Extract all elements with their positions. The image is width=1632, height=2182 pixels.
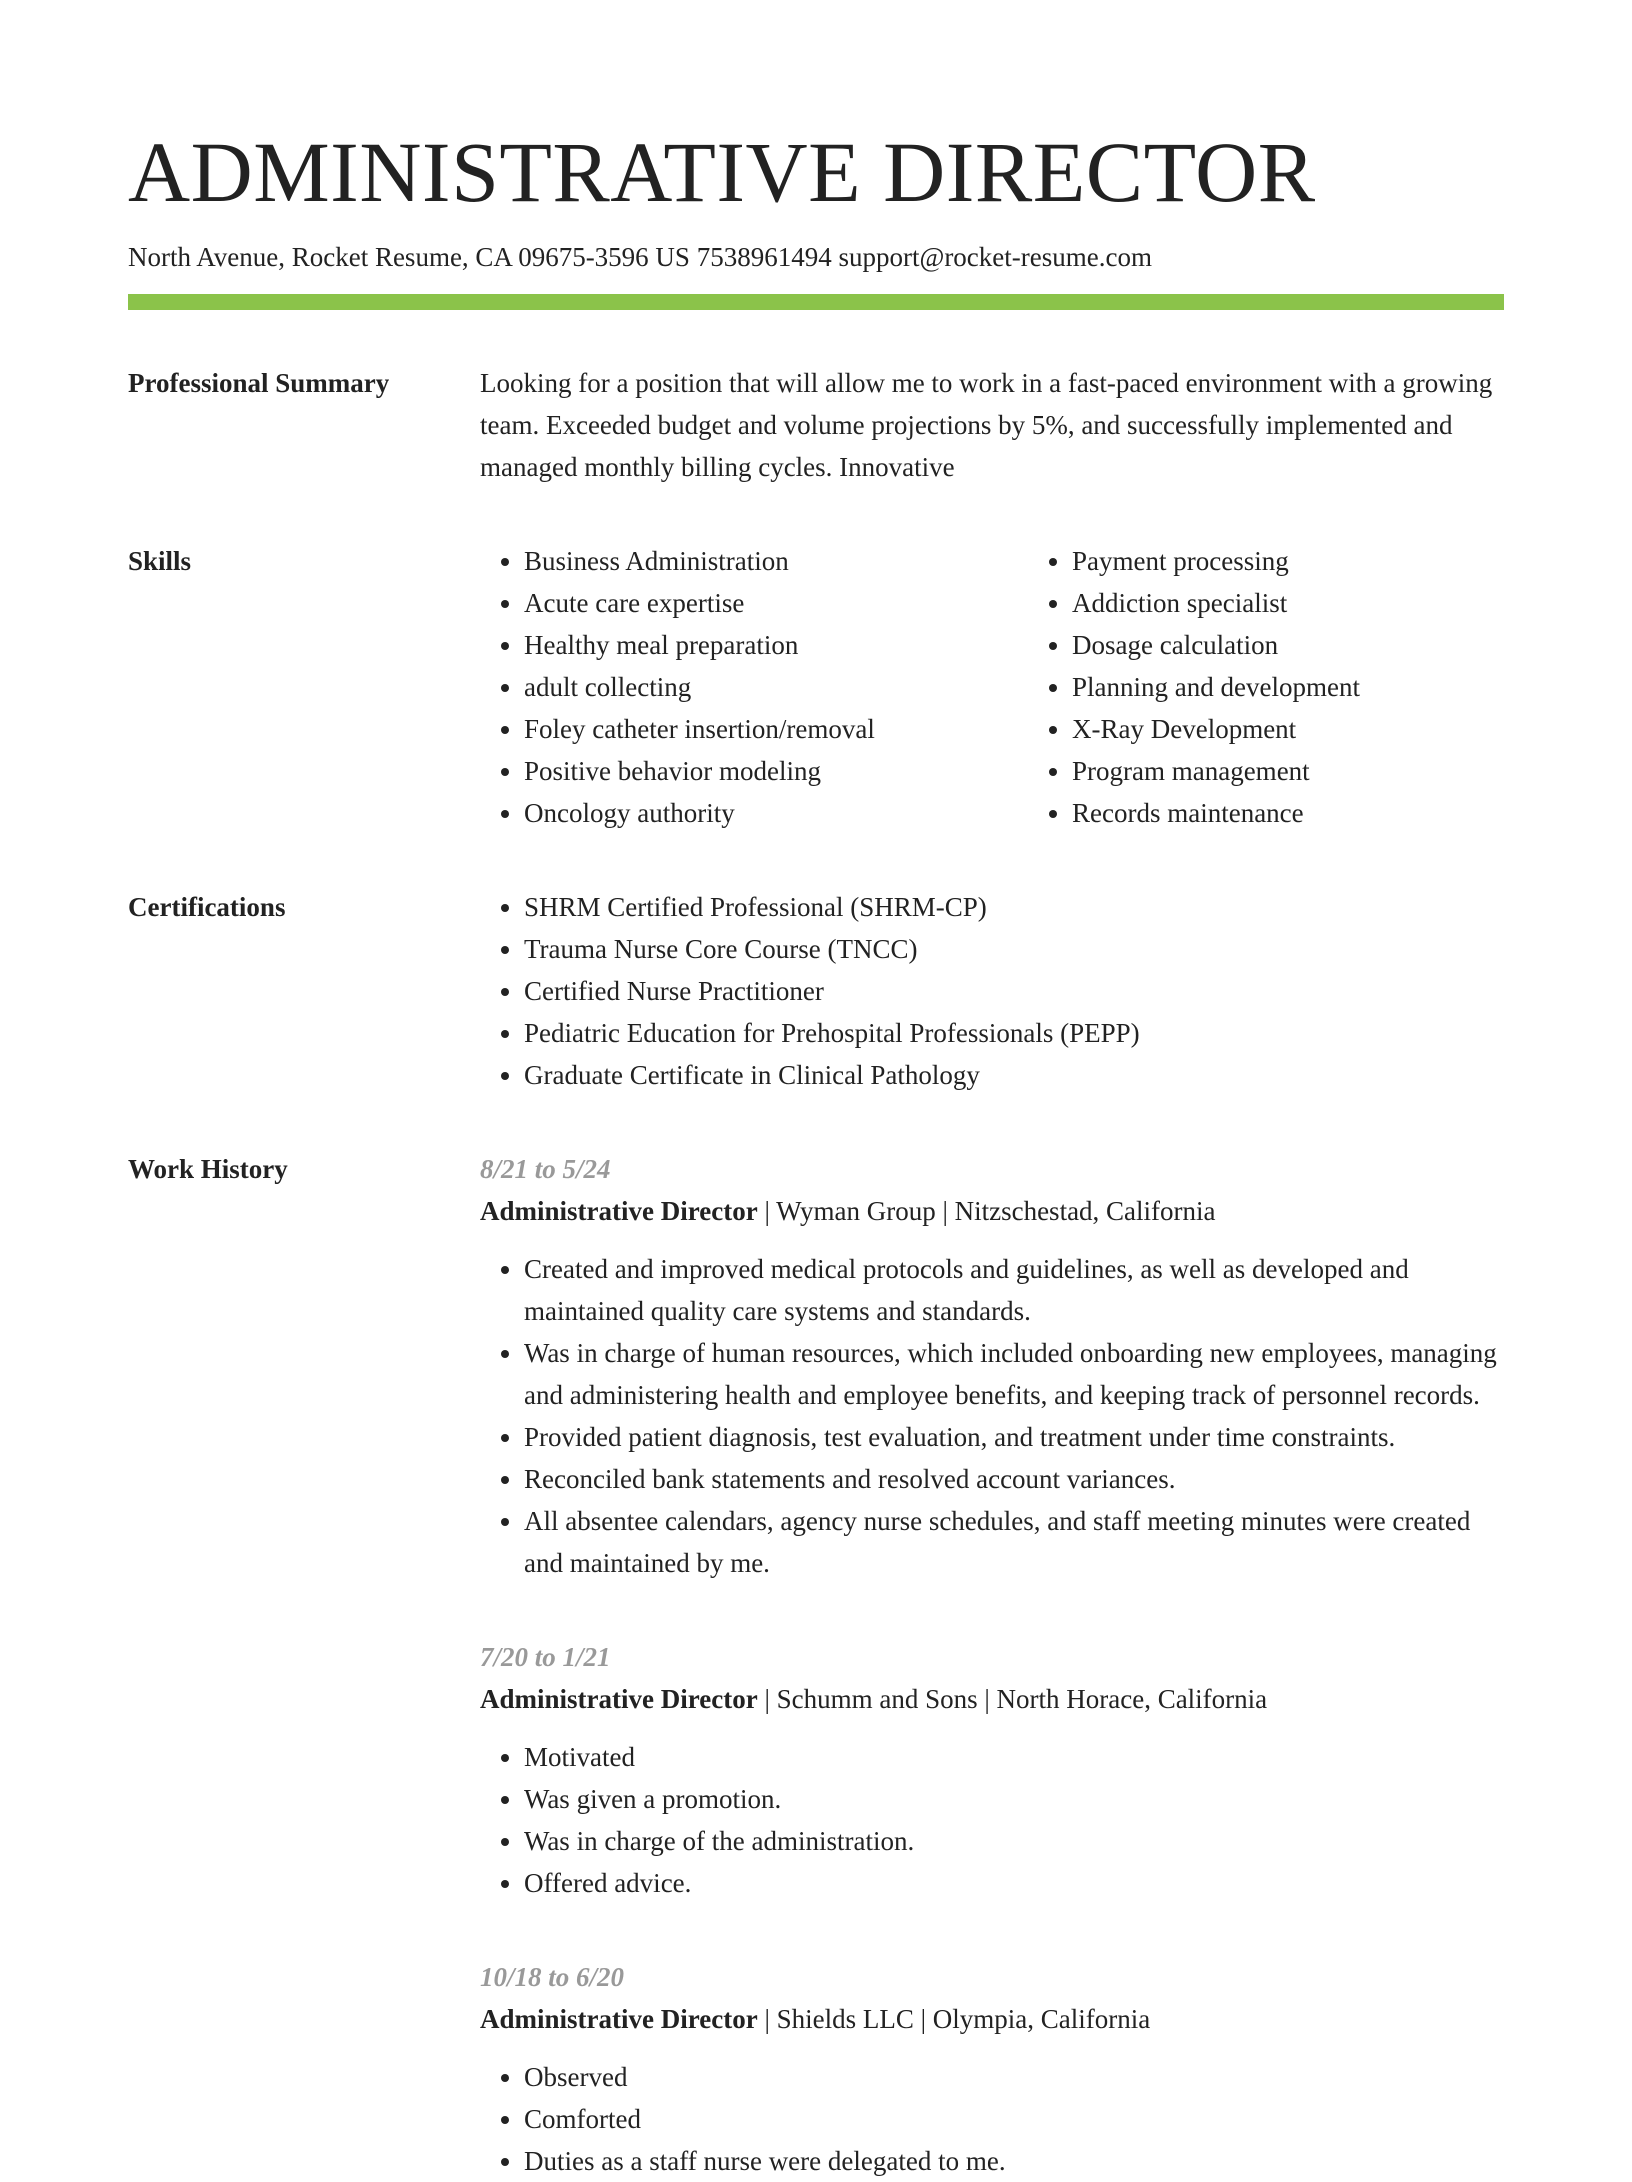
skill-item: • X-Ray Development <box>1072 708 1576 750</box>
certification-item: • SHRM Certified Professional (SHRM-CP) <box>524 886 1504 928</box>
summary-section <box>128 362 1504 488</box>
certifications-list <box>480 886 1504 1096</box>
certification-item: • Pediatric Education for Prehospital Professionals (PEPP) <box>524 1012 1504 1054</box>
skill-item: • Oncology authority <box>524 792 1028 834</box>
job-heading <box>480 1998 1504 2040</box>
job-entry <box>480 1636 1504 1904</box>
job-dates: 7/20 to 1/21 <box>480 1642 611 1672</box>
section-title-work-history: Work History <box>128 1154 288 1184</box>
job-title: Administrative Director <box>480 2004 758 2034</box>
section-title-skills: Skills <box>128 546 192 576</box>
skill-item: • Foley catheter insertion/removal <box>524 708 1028 750</box>
certification-item: • Graduate Certificate in Clinical Pathology <box>524 1054 1504 1096</box>
skill-item: • Positive behavior modeling <box>524 750 1028 792</box>
job-bullets <box>480 1248 1504 1584</box>
accent-divider <box>128 294 1504 310</box>
skill-item: • Planning and development <box>1072 666 1576 708</box>
job-heading <box>480 1678 1504 1720</box>
certification-item: • Trauma Nurse Core Course (TNCC) <box>524 928 1504 970</box>
resume-page <box>128 0 1504 2182</box>
job-bullet: • Was given a promotion. <box>524 1778 1504 1820</box>
certifications-section <box>128 886 1504 1096</box>
job-bullet: • Reconciled bank statements and resolved account variances. <box>524 1458 1504 1500</box>
job-title: Administrative Director <box>480 1684 758 1714</box>
skill-item: • Addiction specialist <box>1072 582 1576 624</box>
job-bullet: • Comforted <box>524 2098 1504 2140</box>
job-bullet: • Created and improved medical protocols and guidelines, as well as developed and maintained quality care systems and standards. <box>524 1248 1504 1332</box>
skill-item: • Business Administration <box>524 540 1028 582</box>
job-details: | Wyman Group | Nitzschestad, California <box>757 1196 1216 1226</box>
job-details: | Schumm and Sons | North Horace, California <box>757 1684 1268 1714</box>
certification-item: • Certified Nurse Practitioner <box>524 970 1504 1012</box>
job-bullet: • Provided patient diagnosis, test evaluation, and treatment under time constraints. <box>524 1416 1504 1458</box>
section-title-summary: Professional Summary <box>128 368 390 398</box>
section-title-certifications: Certifications <box>128 892 286 922</box>
job-bullet: • Duties as a staff nurse were delegated to me. <box>524 2140 1504 2182</box>
skills-section <box>128 540 1504 834</box>
job-bullets <box>480 2056 1504 2182</box>
job-title: Administrative Director <box>480 1196 758 1226</box>
job-bullet: • Offered advice. <box>524 1862 1504 1904</box>
skills-list-right <box>1028 540 1576 834</box>
job-bullet: • Was in charge of human resources, which included onboarding new employees, managing and administering health and employee benefits, and keeping track of personnel records. <box>524 1332 1504 1416</box>
job-bullets <box>480 1736 1504 1904</box>
job-dates: 10/18 to 6/20 <box>480 1962 625 1992</box>
work-history-section <box>128 1148 1504 2182</box>
job-entry <box>480 1956 1504 2182</box>
skill-item: • Healthy meal preparation <box>524 624 1028 666</box>
skill-item: • adult collecting <box>524 666 1028 708</box>
job-bullet: • Observed <box>524 2056 1504 2098</box>
job-heading <box>480 1190 1504 1232</box>
job-bullet: • Motivated <box>524 1736 1504 1778</box>
resume-name: ADMINISTRATIVE DIRECTOR <box>128 124 1316 220</box>
skill-item: • Dosage calculation <box>1072 624 1576 666</box>
job-dates: 8/21 to 5/24 <box>480 1154 611 1184</box>
skill-item: • Records maintenance <box>1072 792 1576 834</box>
contact-line: North Avenue, Rocket Resume, CA 09675-3596 US 7538961494 support@rocket-resume.com <box>128 242 1152 272</box>
job-entry <box>480 1148 1504 1584</box>
summary-text: Looking for a position that will allow me to work in a fast-paced environment with a growing team. Exceeded budget and volume projections by 5%, and successfully implemented and managed monthly billing cycles. Innovative <box>480 368 1493 482</box>
job-bullet: • Was in charge of the administration. <box>524 1820 1504 1862</box>
job-details: | Shields LLC | Olympia, California <box>757 2004 1151 2034</box>
skill-item: • Program management <box>1072 750 1576 792</box>
job-bullet: • All absentee calendars, agency nurse schedules, and staff meeting minutes were created and maintained by me. <box>524 1500 1504 1584</box>
skill-item: • Payment processing <box>1072 540 1576 582</box>
skills-list-left <box>480 540 1028 834</box>
skill-item: • Acute care expertise <box>524 582 1028 624</box>
